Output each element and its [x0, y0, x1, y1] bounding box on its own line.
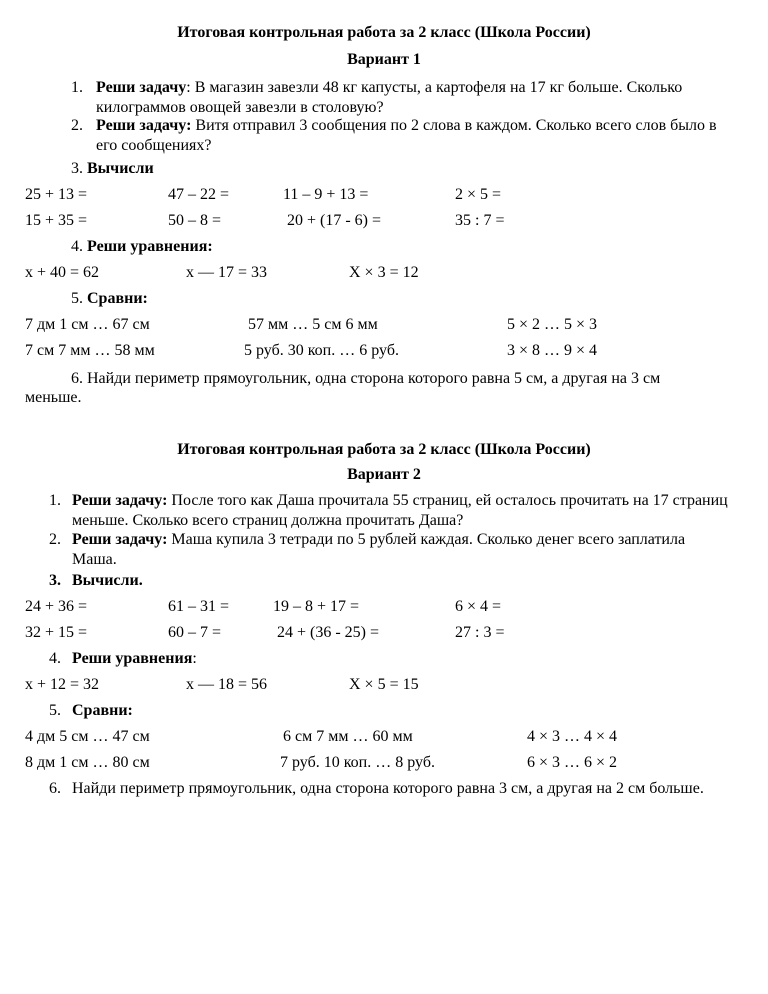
v1-equation-3: X × 3 = 12 — [349, 264, 419, 281]
v2-task2-number: 2. — [49, 531, 61, 548]
v2-task5-number: 5. — [49, 702, 61, 719]
v2-task2 — [72, 530, 712, 570]
v2-task3-number: 3. — [49, 572, 61, 589]
v2-task6-number: 6. — [49, 780, 61, 797]
v2-compare-6: 6 × 3 … 6 × 2 — [527, 754, 618, 771]
v2-calc-8: 27 : 3 = — [455, 624, 505, 641]
v2-compare-5: 7 руб. 10 коп. … 8 руб. — [280, 754, 435, 771]
v1-task3-label: Вычисли — [87, 160, 154, 177]
v2-task3-label: Вычисли. — [72, 572, 143, 589]
v2-compare-1: 4 дм 5 см … 47 см — [25, 728, 150, 745]
v2-task1-label: Реши задачу: — [72, 492, 168, 509]
v2-task5-label: Сравни: — [72, 702, 133, 719]
v1-calc-3: 11 – 9 + 13 = — [283, 186, 369, 203]
v1-heading: Итоговая контрольная работа за 2 класс (Школа России) — [177, 24, 591, 41]
v2-variant-label: Вариант 2 — [347, 466, 421, 483]
v1-compare-6: 3 × 8 … 9 × 4 — [507, 342, 598, 359]
v1-task1-label: Реши задачу — [96, 79, 187, 96]
v1-task5 — [71, 289, 148, 309]
v1-task6-line2: меньше. — [25, 389, 82, 406]
v1-equation-1: x + 40 = 62 — [25, 264, 100, 281]
v1-calc-2: 47 – 22 = — [168, 186, 230, 203]
v2-equation-3: X × 5 = 15 — [349, 676, 419, 693]
v1-task2-number: 2. — [71, 117, 83, 134]
v2-task1 — [72, 491, 732, 531]
v1-task1-text: : В магазин завезли 48 кг капусты, а картофеля на 17 кг больше. Сколько килограммов овощей завезли в столовую? — [96, 79, 683, 116]
v2-task1-text: После того как Даша прочитала 55 страниц, ей осталось прочитать на 17 страниц меньше. Сколько всего страниц должна прочитать Даша? — [72, 492, 728, 529]
v1-task1 — [96, 78, 721, 118]
v2-calc-6: 60 – 7 = — [168, 624, 222, 641]
v2-task4-label: Реши уравнения — [72, 650, 193, 667]
v1-compare-5: 5 руб. 30 коп. … 6 руб. — [244, 342, 399, 359]
v1-task5-label: Сравни: — [87, 290, 148, 307]
v2-compare-3: 4 × 3 … 4 × 4 — [527, 728, 618, 745]
v1-task4-label: Реши уравнения: — [87, 238, 213, 255]
v1-compare-4: 7 см 7 мм … 58 мм — [25, 342, 155, 359]
v2-equation-2: x — 18 = 56 — [186, 676, 268, 693]
v1-equation-2: x — 17 = 33 — [186, 264, 268, 281]
v2-task1-number: 1. — [49, 492, 61, 509]
v2-task2-label: Реши задачу: — [72, 531, 168, 548]
v2-task4 — [72, 649, 197, 669]
v1-task2 — [96, 116, 721, 156]
v1-task4-number: 4. — [71, 238, 83, 255]
v1-calc-4: 2 × 5 = — [455, 186, 502, 203]
v1-task6-line1: 6. Найди периметр прямоугольник, одна сторона которого равна 5 см, а другая на 3 см — [71, 370, 661, 387]
v1-task3 — [71, 159, 154, 179]
v2-compare-2: 6 см 7 мм … 60 мм — [283, 728, 413, 745]
v1-variant-label: Вариант 1 — [347, 51, 421, 68]
v2-task4-number: 4. — [49, 650, 61, 667]
v2-equation-1: x + 12 = 32 — [25, 676, 100, 693]
v2-compare-4: 8 дм 1 см … 80 см — [25, 754, 150, 771]
v1-compare-3: 5 × 2 … 5 × 3 — [507, 316, 598, 333]
v1-calc-7: 20 + (17 - 6) = — [287, 212, 382, 229]
v2-heading: Итоговая контрольная работа за 2 класс (Школа России) — [177, 441, 591, 458]
v1-calc-1: 25 + 13 = — [25, 186, 88, 203]
v2-calc-1: 24 + 36 = — [25, 598, 88, 615]
v2-calc-5: 32 + 15 = — [25, 624, 88, 641]
v1-task5-number: 5. — [71, 290, 83, 307]
v2-task4-colon: : — [192, 650, 197, 667]
v1-calc-5: 15 + 35 = — [25, 212, 88, 229]
v1-task2-text: Витя отправил 3 сообщения по 2 слова в каждом. Сколько всего слов было в его сообщениях? — [96, 117, 717, 154]
v2-task5 — [72, 701, 133, 721]
v1-task3-number: 3. — [71, 160, 83, 177]
v1-task2-label: Реши задачу: — [96, 117, 192, 134]
v1-task1-number: 1. — [71, 79, 83, 96]
v2-calc-2: 61 – 31 = — [168, 598, 230, 615]
v2-task6: Найди периметр прямоугольник, одна сторона которого равна 3 см, а другая на 2 см больше. — [72, 780, 704, 797]
v1-compare-2: 57 мм … 5 см 6 мм — [248, 316, 378, 333]
v1-compare-1: 7 дм 1 см … 67 см — [25, 316, 150, 333]
v1-calc-8: 35 : 7 = — [455, 212, 505, 229]
v2-calc-7: 24 + (36 - 25) = — [277, 624, 380, 641]
v1-calc-6: 50 – 8 = — [168, 212, 222, 229]
v2-task3 — [72, 571, 143, 591]
v2-task2-text: Маша купила 3 тетради по 5 рублей каждая. Сколько денег всего заплатила Маша. — [72, 531, 686, 568]
v1-task4 — [71, 237, 213, 257]
v2-calc-4: 6 × 4 = — [455, 598, 502, 615]
v2-calc-3: 19 – 8 + 17 = — [273, 598, 360, 615]
